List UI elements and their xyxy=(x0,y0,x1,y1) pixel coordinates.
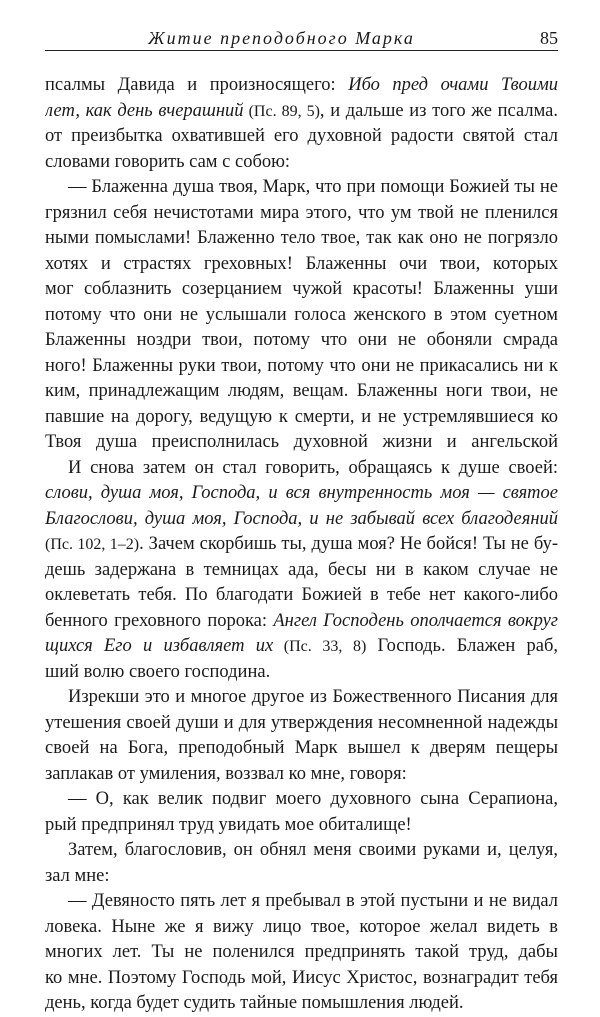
text-line xyxy=(45,940,558,966)
text-segment: зал мне: xyxy=(45,865,110,886)
text-segment: . Зачем скорбишь ты, душа моя? Не бойся! Ты не бу- xyxy=(139,534,558,554)
text-line xyxy=(45,481,558,507)
text-line xyxy=(45,150,558,176)
text-segment: Затем, благословив, он обнял меня своими руками и, целуя, xyxy=(68,840,558,860)
scripture-reference: (Пс. 33, 8) xyxy=(273,638,367,655)
text-segment: ший волю своего господина. xyxy=(45,661,271,682)
text-segment: Твоя душа преисполнилась духовной жизни и ангельской xyxy=(45,432,558,452)
scripture-reference: (Пс. 89, 5) xyxy=(243,102,320,120)
text-line xyxy=(45,711,558,737)
text-line xyxy=(45,685,558,711)
scripture-quote: Благослови, душа моя, Господа, и не забывай всех благодеяний xyxy=(45,508,558,529)
text-line xyxy=(45,838,558,864)
text-line xyxy=(45,915,558,941)
text-line xyxy=(45,991,558,1017)
text-line xyxy=(45,558,558,584)
text-line xyxy=(45,430,558,456)
text-segment: рый предпринял труд увидать мое обиталище! xyxy=(45,814,412,835)
text-segment: заплакав от умиления, воззвал ко мне, говоря: xyxy=(45,763,407,784)
text-line xyxy=(45,762,558,788)
text-line xyxy=(45,583,558,609)
text-line xyxy=(45,73,558,99)
scripture-quote: щихся Его и избавляет их xyxy=(45,636,274,656)
text-segment: ного! Блаженны руки твои, потому что они не прикасались ни к xyxy=(45,355,558,376)
text-line xyxy=(45,124,558,150)
text-segment: ко мне. Поэтому Господь мой, Иисус Христос, вознаградит тебя xyxy=(45,967,558,988)
text-segment: своей на Бога, преподобный Марк вышел к дверям пещеры xyxy=(45,738,558,758)
text-line xyxy=(45,328,558,354)
text-line xyxy=(45,226,558,252)
text-line xyxy=(45,787,558,813)
text-line xyxy=(45,736,558,762)
text-line xyxy=(45,864,558,890)
text-line xyxy=(45,532,558,558)
text-segment: павшие на дорогу, ведущую к смерти, и не устремлявшиеся ко xyxy=(45,406,558,427)
scripture-quote: лет, как день вчерашний xyxy=(45,100,244,121)
text-line xyxy=(45,813,558,839)
text-segment: , и дальше из того же псалма. xyxy=(319,100,558,121)
text-line xyxy=(45,634,558,660)
text-segment: дешь задержана в темницах ада, бесы ни в каком случае не xyxy=(45,559,558,580)
text-segment: — Блаженна душа твоя, Марк, что при помощи Божией ты не xyxy=(68,177,558,197)
text-segment: потому что они не услышали голоса женского в этом суетном xyxy=(45,304,558,325)
scripture-quote: слови, душа моя, Господа, и вся внутренность моя — святое xyxy=(45,483,558,503)
text-line xyxy=(45,303,558,329)
text-line xyxy=(45,354,558,380)
text-segment: — Девяносто пять лет я пребывал в этой пустыни и не видал xyxy=(68,891,558,911)
text-segment: псалмы Давида и произносящего: xyxy=(45,75,349,95)
text-line xyxy=(45,277,558,303)
text-line xyxy=(45,201,558,227)
scripture-quote: Ибо пред очами Твоими xyxy=(348,75,558,95)
page-number: 85 xyxy=(540,28,558,48)
text-line xyxy=(45,966,558,992)
text-segment: ными помыслами! Блаженно тело твое, так как оно не погрязло xyxy=(45,228,558,248)
running-header xyxy=(45,28,558,51)
text-line xyxy=(45,456,558,482)
text-line xyxy=(45,609,558,635)
text-segment: ким, принадлежащим людям, вещам. Блаженны ноги твои, не xyxy=(45,381,558,401)
scripture-quote: Ангел Господень ополчается вокруг xyxy=(273,610,558,631)
text-line xyxy=(45,99,558,125)
text-segment: многих лет. Ты не поленился предпринять такой труд, дабы xyxy=(45,942,558,962)
text-line xyxy=(45,889,558,915)
text-segment: Господь. Блажен раб, xyxy=(377,636,558,656)
text-segment: хотях и страстях греховных! Блаженны очи твои, которых xyxy=(45,253,558,274)
text-segment: И снова затем он стал говорить, обращаясь к душе своей: xyxy=(68,457,558,478)
text-segment: словами говорить сам с собою: xyxy=(45,151,291,172)
running-title: Житие преподобного Марка xyxy=(148,28,415,48)
text-segment: Блаженны ноздри твои, потому что они не обоняли смрада xyxy=(45,330,558,350)
text-segment: день, когда будет судить тайные помышления людей. xyxy=(45,993,464,1013)
text-segment: от преизбытка охватившей его духовной радости святой стал xyxy=(45,126,558,146)
text-line xyxy=(45,175,558,201)
text-line xyxy=(45,405,558,431)
text-line xyxy=(45,252,558,278)
text-segment: — О, как велик подвиг моего духовного сына Серапиона, xyxy=(68,789,558,809)
text-segment: бенного греховного порока: xyxy=(45,610,274,631)
text-line xyxy=(45,507,558,533)
text-segment: ловека. Ныне же я вижу лицо твое, которое желал видеть в xyxy=(45,916,558,937)
scripture-reference: (Пс. 102, 1–2) xyxy=(45,536,140,553)
text-segment: Изрекши это и многое другое из Божественного Писания для xyxy=(68,687,558,707)
text-line xyxy=(45,379,558,405)
text-segment: оклеветать тебя. По благодати Божией в тебе нет какого-либо xyxy=(45,585,558,605)
text-segment: утешения своей души и для утверждения несомненной надежды xyxy=(45,712,558,733)
text-segment: грязнил себя нечистотами мира этого, что ум твой не пленился xyxy=(45,202,558,223)
text-line xyxy=(45,660,558,686)
text-segment: мог соблазнить созерцанием чужой красоты! Блаженны уши xyxy=(45,279,558,299)
